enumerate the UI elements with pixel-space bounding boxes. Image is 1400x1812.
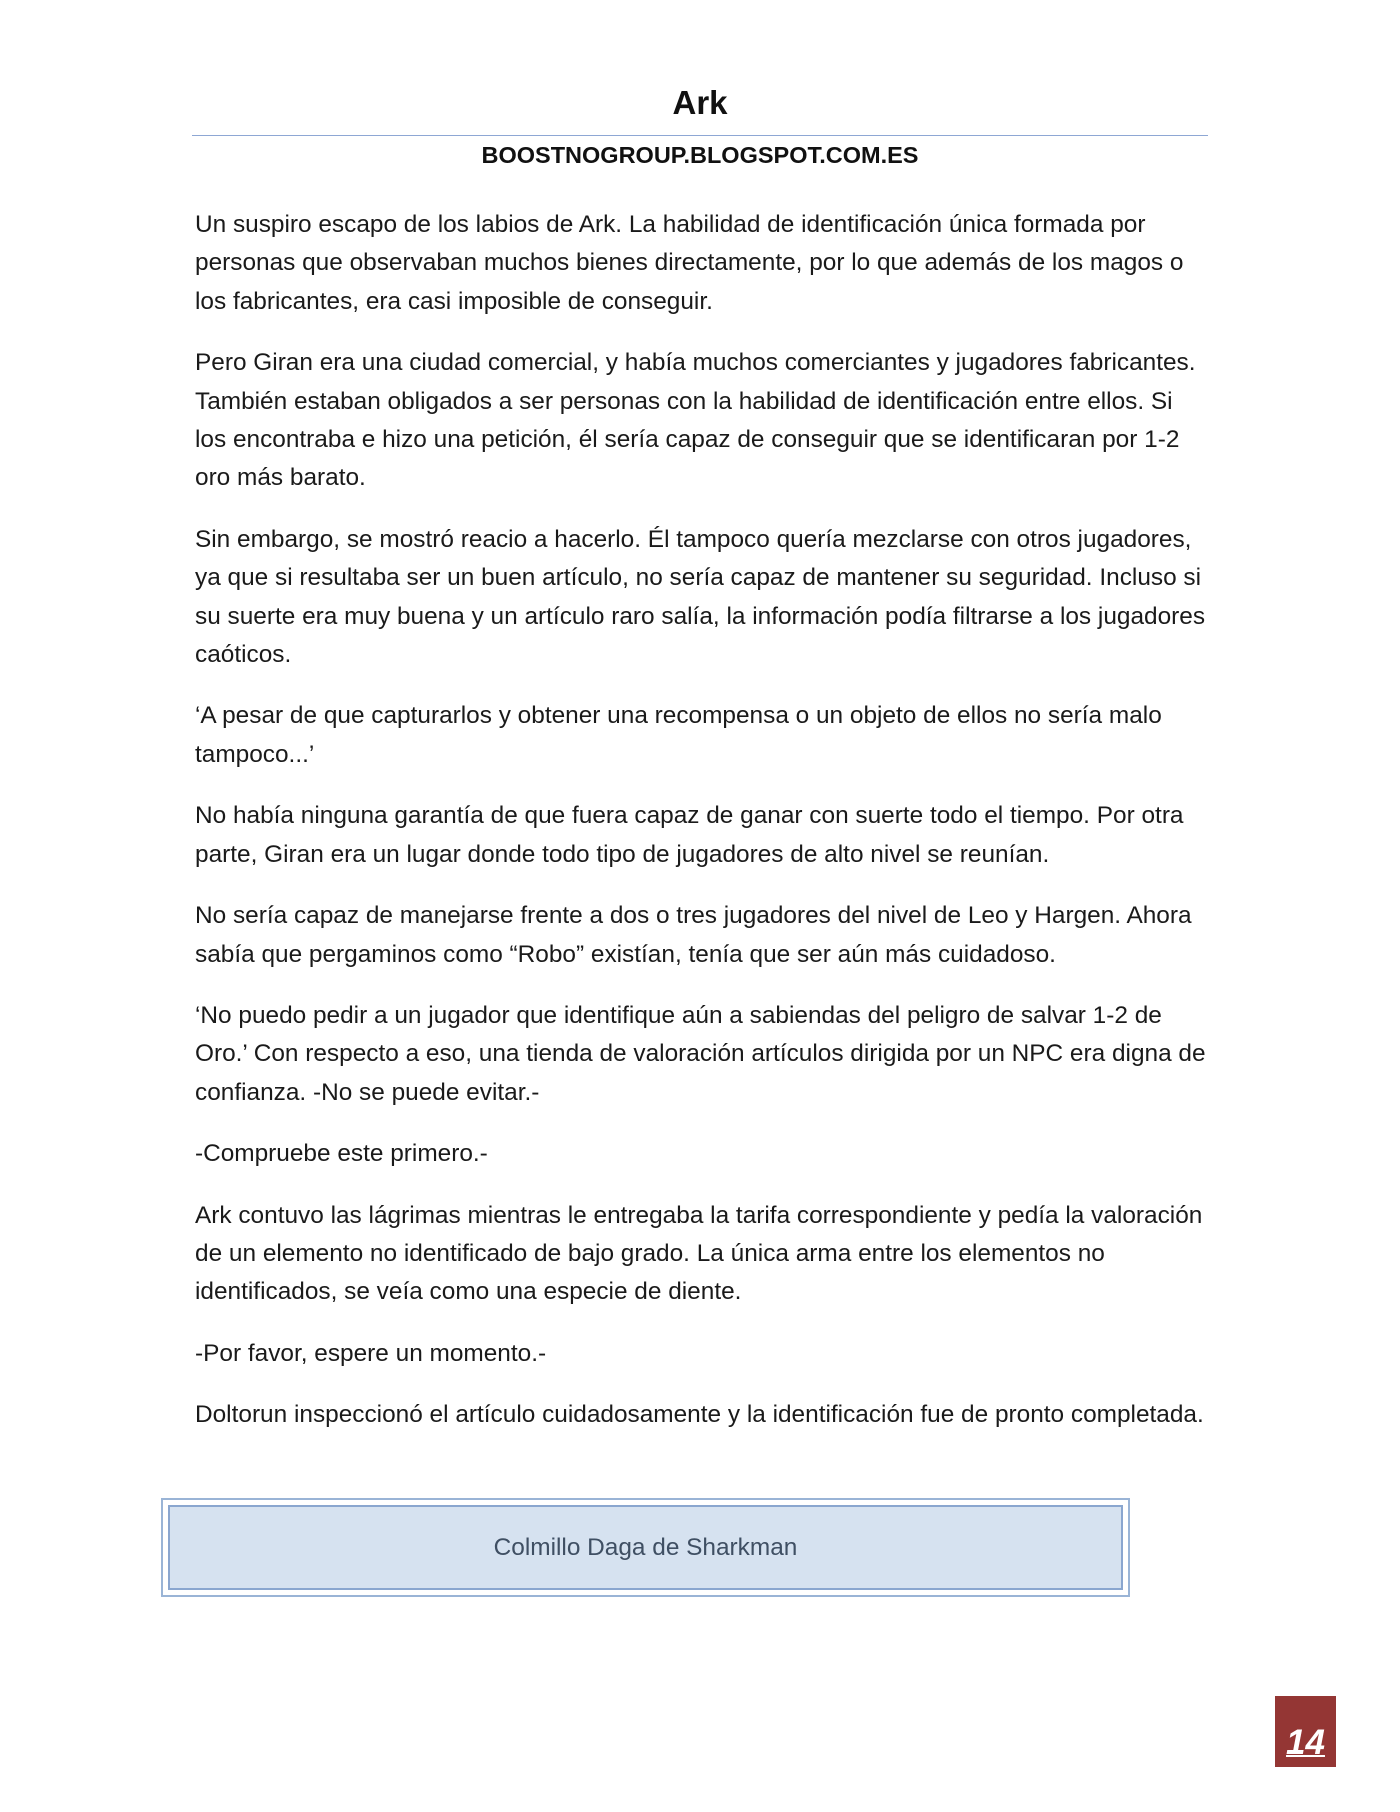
- paragraph: Sin embargo, se mostró reacio a hacerlo. Él tampoco quería mezclarse con otros jugadores, ya que si resultaba ser un buen artículo, no sería capaz de mantener su seguridad. Incluso si su suerte era muy buena y un artículo raro salía, la información podía filtrarse a los jugadores caóticos.: [195, 525, 1206, 669]
- paragraph: Pero Giran era una ciudad comercial, y había muchos comerciantes y jugadores fabricantes. También estaban obligados a ser personas con la habilidad de identificación entre ellos. Si los encontraba e hizo una petición, él sería capaz de conseguir que se identificaran por 1-2 oro más barato.: [195, 349, 1196, 492]
- item-info-box: [161, 1498, 1130, 1597]
- paragraph: Doltorun inspeccionó el artículo cuidadosamente y la identificación fue de pronto completada.: [195, 1401, 1204, 1429]
- page-number: 14: [1286, 1723, 1325, 1762]
- item-info-box-inner: [168, 1505, 1123, 1590]
- paragraph: Ark contuvo las lágrimas mientras le entregaba la tarifa correspondiente y pedía la valoración de un elemento no identificado de bajo grado. La única arma entre los elementos no identificados, se veía como una especie de diente.: [195, 1201, 1203, 1306]
- paragraph: ‘A pesar de que capturarlos y obtener una recompensa o un objeto de ellos no sería malo tampoco...’: [195, 702, 1162, 768]
- paragraph: ‘No puedo pedir a un jugador que identifique aún a sabiendas del peligro de salvar 1-2 de Oro.’ Con respecto a eso, una tienda de valoración artículos dirigida por un NPC era digna de confianza. -No se puede evitar.-: [195, 1001, 1206, 1106]
- body-text: [195, 206, 1210, 1458]
- paragraph: No sería capaz de manejarse frente a dos o tres jugadores del nivel de Leo y Hargen. Ahora sabía que pergaminos como “Robo” existían, tenía que ser aún más cuidadoso.: [195, 902, 1192, 968]
- paragraph: -Por favor, espere un momento.-: [195, 1339, 547, 1367]
- item-name: Colmillo Daga de Sharkman: [493, 1533, 798, 1561]
- paragraph: -Compruebe este primero.-: [195, 1140, 488, 1168]
- paragraph: No había ninguna garantía de que fuera capaz de ganar con suerte todo el tiempo. Por otra parte, Giran era un lugar donde todo tipo de jugadores de alto nivel se reunían.: [195, 802, 1184, 868]
- site-url-header: BOOSTNOGROUP.BLOGSPOT.COM.ES: [481, 142, 919, 168]
- page-number-badge: [1275, 1696, 1336, 1767]
- header-divider: [192, 135, 1208, 136]
- page-title: Ark: [672, 84, 728, 121]
- paragraph: Un suspiro escapo de los labios de Ark. La habilidad de identificación única formada por personas que observaban muchos bienes directamente, por lo que además de los magos o los fabricantes, era casi imposible de conseguir.: [195, 211, 1184, 315]
